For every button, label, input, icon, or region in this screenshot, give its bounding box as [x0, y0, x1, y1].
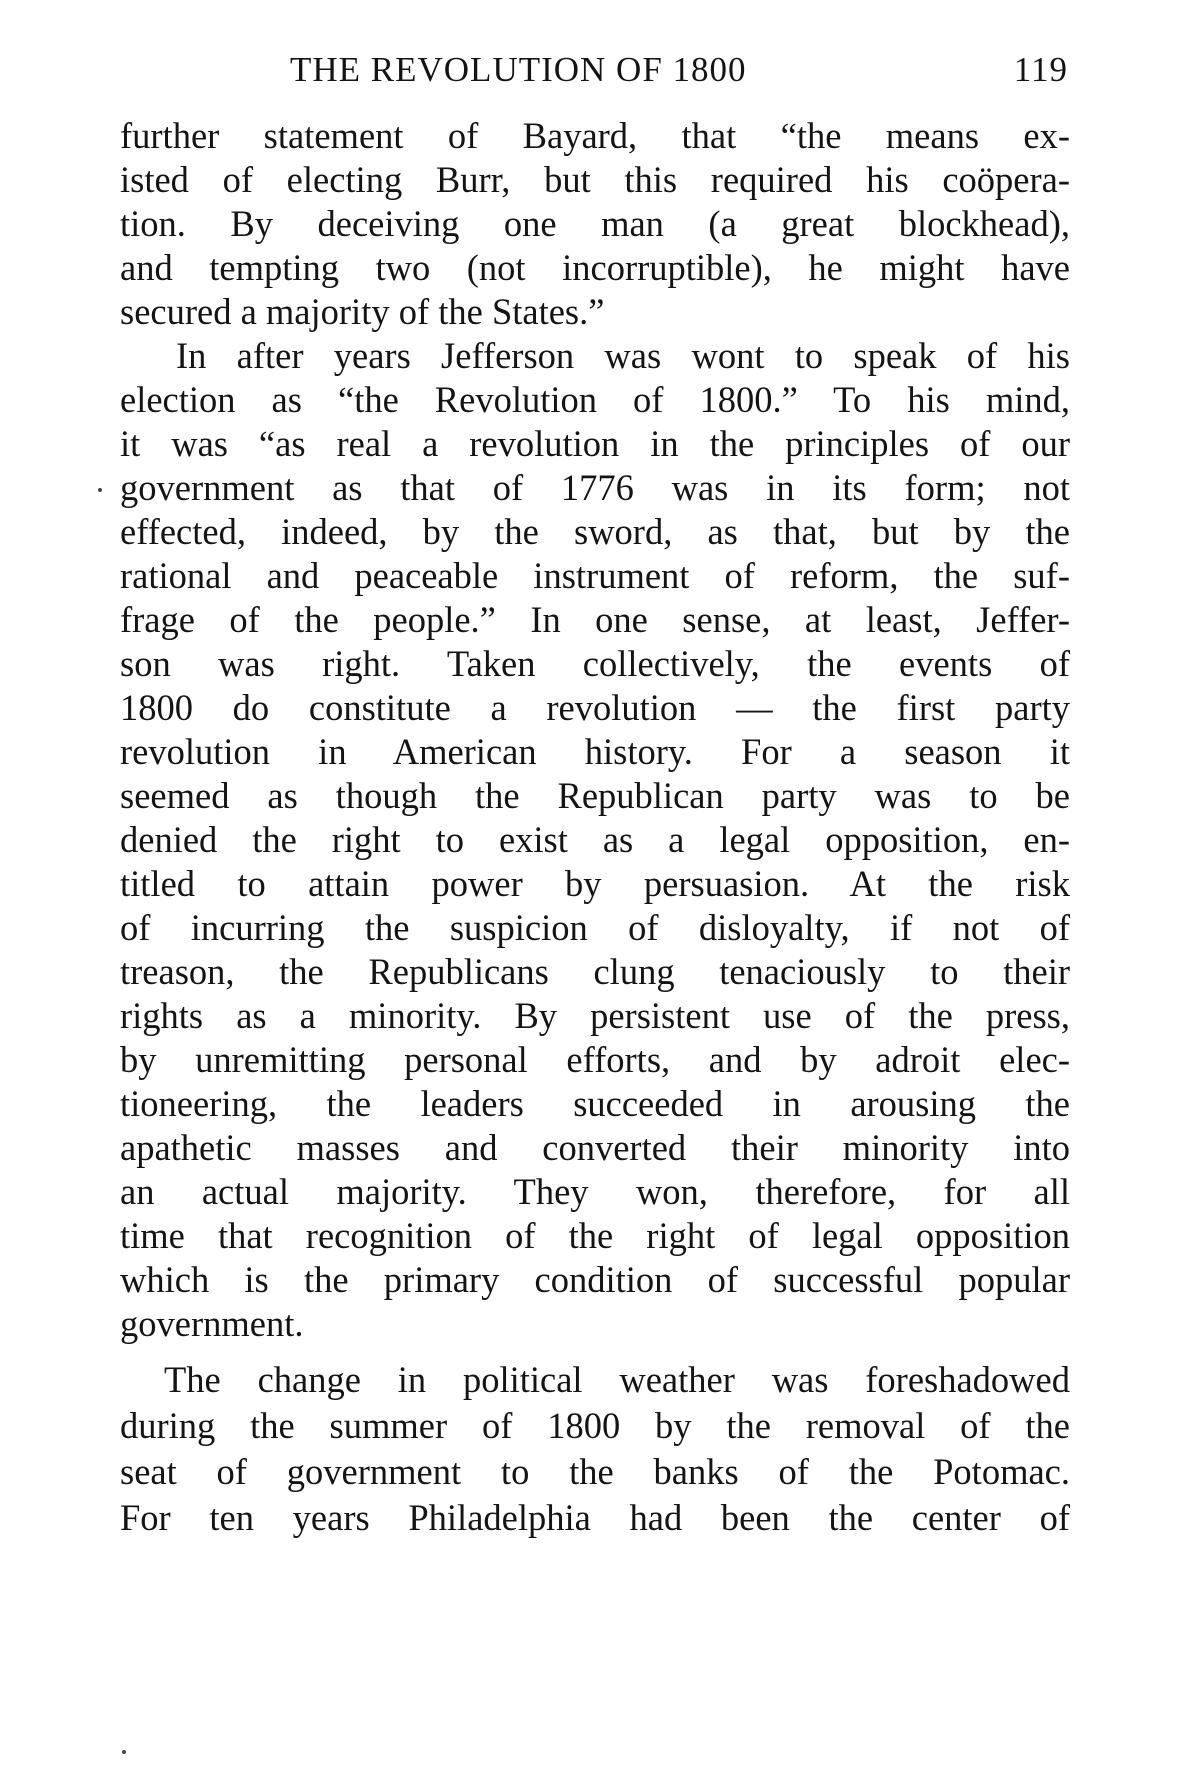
text-line: seemed as though the Republican party was to be	[120, 775, 1070, 816]
text-line: secured a majority of the States.”	[120, 291, 605, 332]
text-line: treason, the Republicans clung tenaciously to their	[120, 951, 1070, 992]
text-line: tion. By deceiving one man (a great blockhead),	[120, 203, 1070, 244]
running-title: THE REVOLUTION OF 1800	[290, 50, 747, 89]
text-line: it was “as real a revolution in the principles of our	[120, 423, 1070, 464]
text-line: which is the primary condition of successful popular	[120, 1259, 1070, 1300]
text-line: government as that of 1776 was in its form; not	[120, 467, 1070, 508]
text-line: further statement of Bayard, that “the means ex-	[120, 115, 1070, 156]
ink-speck	[122, 1750, 126, 1754]
text-line: In after years Jefferson was wont to speak of his	[176, 335, 1070, 376]
text-line: during the summer of 1800 by the removal of the	[120, 1405, 1070, 1446]
text-line: rational and peaceable instrument of reform, the suf-	[120, 555, 1070, 596]
text-line: of incurring the suspicion of disloyalty, if not of	[120, 907, 1070, 948]
text-line: apathetic masses and converted their minority into	[120, 1127, 1070, 1168]
text-line: The change in political weather was foreshadowed	[164, 1359, 1070, 1400]
text-line: tioneering, the leaders succeeded in arousing the	[120, 1083, 1070, 1124]
ink-speck	[98, 488, 102, 492]
text-line: election as “the Revolution of 1800.” To his mind,	[120, 379, 1070, 420]
text-line: For ten years Philadelphia had been the center of	[120, 1497, 1070, 1538]
text-line: time that recognition of the right of legal opposition	[120, 1215, 1070, 1256]
text-line: rights as a minority. By persistent use of the press,	[120, 995, 1070, 1036]
text-line: frage of the people.” In one sense, at least, Jeffer-	[120, 599, 1070, 640]
text-line: by unremitting personal efforts, and by adroit elec-	[120, 1039, 1070, 1080]
text-line: titled to attain power by persuasion. At the risk	[120, 863, 1070, 904]
running-head	[290, 50, 1080, 100]
text-line: and tempting two (not incorruptible), he might have	[120, 247, 1070, 288]
text-line: denied the right to exist as a legal opposition, en-	[120, 819, 1070, 860]
page-number: 119	[1013, 50, 1068, 89]
text-line: seat of government to the banks of the Potomac.	[120, 1451, 1070, 1492]
text-line: revolution in American history. For a season it	[120, 731, 1070, 772]
text-line: government.	[120, 1303, 304, 1344]
text-line: isted of electing Burr, but this required his coöpera-	[120, 159, 1070, 200]
text-line: 1800 do constitute a revolution — the first party	[120, 687, 1070, 728]
text-line: effected, indeed, by the sword, as that, but by the	[120, 511, 1070, 552]
text-line: an actual majority. They won, therefore, for all	[120, 1171, 1070, 1212]
text-line: son was right. Taken collectively, the events of	[120, 643, 1070, 684]
